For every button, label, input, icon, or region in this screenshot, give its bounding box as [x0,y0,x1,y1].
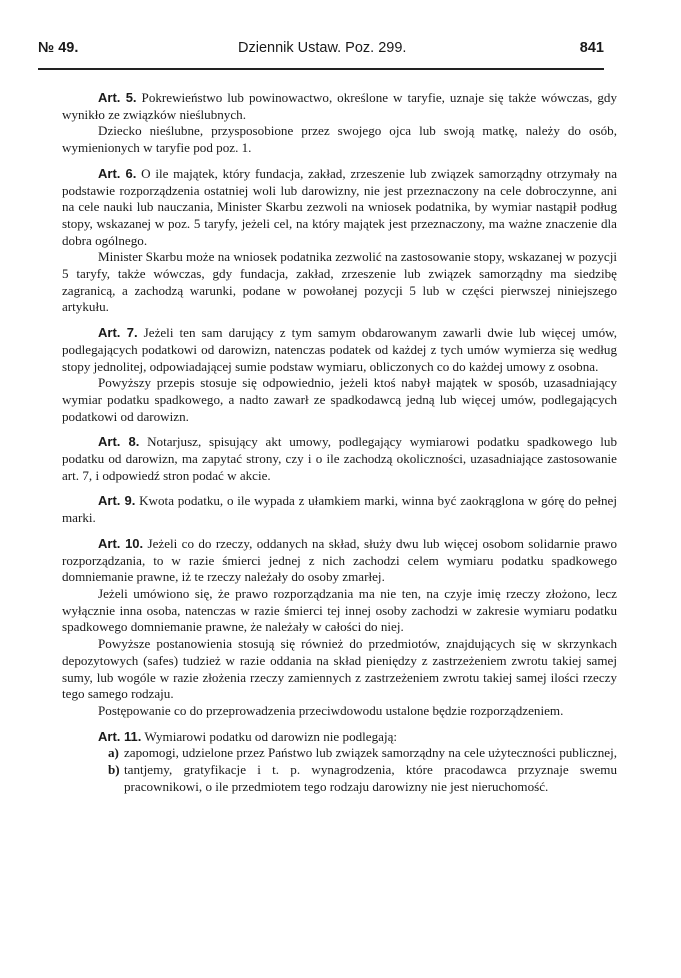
list-item [62,745,617,762]
list-marker-b: b) [108,762,120,778]
journal-title: Dziennik Ustaw. Poz. 299. [238,40,407,56]
article-10-paragraph-4: Postępowanie co do przeprowadzenia przeciwdowodu ustalone będzie rozporządzeniem. [98,702,564,718]
article-6-paragraph-2: Minister Skarbu może na wniosek podatnika zezwolić na zastosowanie stopy, wskazanej w pozycji 5 taryfy, także wówczas, gdy fundacja, zakład, zrzeszenie lub związek samorządny ma siedzibę zagranicą, a zachodzą warunki, podane w powołanej pozycji 5 lub w części pierwszej niniejszego artykułu. [62,249,617,315]
article-7-label: Art. 7. [98,325,138,341]
header-rule [38,68,604,70]
article-5-paragraph-2: Dziecko nieślubne, przysposobione przez swojego ojca lub swoją matkę, należy do osób, wymienionych w taryfie pod poz. 1. [62,123,617,156]
article-10-paragraph-2: Jeżeli umówiono się, że prawo rozporządzania ma nie ten, na czyje imię rzeczy złożono, lecz wyłącznie inna osoba, natenczas w razie śmierci tej innej osoby zachodzi w zakresie wymiaru podatku spadkowego domniemanie prawne, że należały w całości do niej. [62,585,617,635]
article-5-label: Art. 5. [98,90,137,105]
article-5-paragraph-1 [62,90,617,123]
article-11-label: Art. 11. [98,728,142,744]
article-6-label: Art. 6. [98,165,137,181]
article-8-text-1: Notarjusz, spisujący akt umowy, podlegający wymiarowi podatku spadkowego lub podatku od darowizn, ma zapytać strony, czy i o ile zachodzą okoliczności, uzasadniające zastosowanie art. 7, i odpowiedź stron podać w akcie. [62,434,618,483]
list-marker-a: a) [108,745,119,761]
list-item-text-a: zapomogi, udzielone przez Państwo lub związek samorządny na cele użyteczności publicznej, [124,745,617,761]
article-7-paragraph-1 [62,325,617,375]
article-6-text-1: O ile majątek, który fundacja, zakład, zrzeszenie lub związek samorządny otrzymały na podstawie rozporządzenia ostatniej woli lub darowizny, nie jest przeznaczony na cele dobroczynne, ani na cele nauki lub nauczania, Minister Skarbu zezwoli na wniosek podatnika, by wymiar nastąpił podług stopy, wskazanej w poz. 5 taryfy, jeżeli cel, na który majątek jest przeznaczony, ma ważne znaczenie dla dobra ogólnego. [62,165,618,248]
list-item-text-b: tantjemy, gratyfikacje i t. p. wynagrodzenia, które pracodawca przyznaje swemu pracownikowi, o ile przedmiotem tego rodzaju darowizny nie jest nieruchomość. [124,762,617,794]
article-8-paragraph-1 [62,434,617,484]
article-10-label: Art. 10. [98,535,144,551]
article-11-text-1: Wymiarowi podatku od darowizn nie podlegają: [144,728,398,744]
article-8-label: Art. 8. [98,434,140,450]
article-10-text-1: Jeżeli co do rzeczy, oddanych na skład, służy dwu lub więcej osobom solidarnie prawo rozporządzania, to w razie śmierci jednej z nich zachodzi celem wymiaru podatku spadkowego domniemanie prawne, iż te rzeczy należały do osoby zmarłej. [62,535,617,585]
article-9-text-1: Kwota podatku, o ile wypada z ułamkiem marki, winna być zaokrąglona w górę do pełnej marki. [62,493,618,526]
article-11-list [62,745,617,795]
article-11-paragraph-1 [62,729,617,746]
article-7-paragraph-2: Powyższy przepis stosuje się odpowiednio, jeżeli ktoś nabył majątek w sposób, uzasadniający wymiar podatku spadkowego, a nadto zawarł ze spadkodawcą jedną lub więcej umów, podlegających podatkowi od darowizn. [62,375,617,424]
article-9-label: Art. 9. [98,493,136,509]
article-7-text-1: Jeżeli ten sam darujący z tym samym obdarowanym zawarli dwie lub więcej umów, podlegających podatkowi od darowizn, natenczas podatek od każdej z tych umów wymierza się według stopy jednolitej, odpowiadającej sumie podstaw wymiaru, obliczonych co do każdej umowy z osobna. [62,325,617,374]
article-5-text-1: Pokrewieństwo lub powinowactwo, określone w taryfie, uznaje się także wówczas, gdy wynikło ze związków nieślubnych. [62,90,618,122]
issue-number: № 49. [38,40,79,56]
article-6-paragraph-1 [62,166,617,250]
page-number: 841 [579,40,604,56]
page-header [38,34,604,64]
list-item [62,762,617,795]
article-9-paragraph-1 [62,493,617,526]
document-body [62,90,617,795]
article-10-paragraph-3: Powyższe postanowienia stosują się również do przedmiotów, znajdujących się w skrzynkach depozytowych (safes) tudzież w razie oddania na skład pieniędzy z zastrzeżeniem zwrotu takiej samej sumy, lub wogóle w razie złożenia rzeczy zamiennych z zastrzeżeniem zwrotu takiej samej ilości rzeczy tego samego rodzaju. [62,636,617,702]
article-10-paragraph-1 [62,536,617,586]
